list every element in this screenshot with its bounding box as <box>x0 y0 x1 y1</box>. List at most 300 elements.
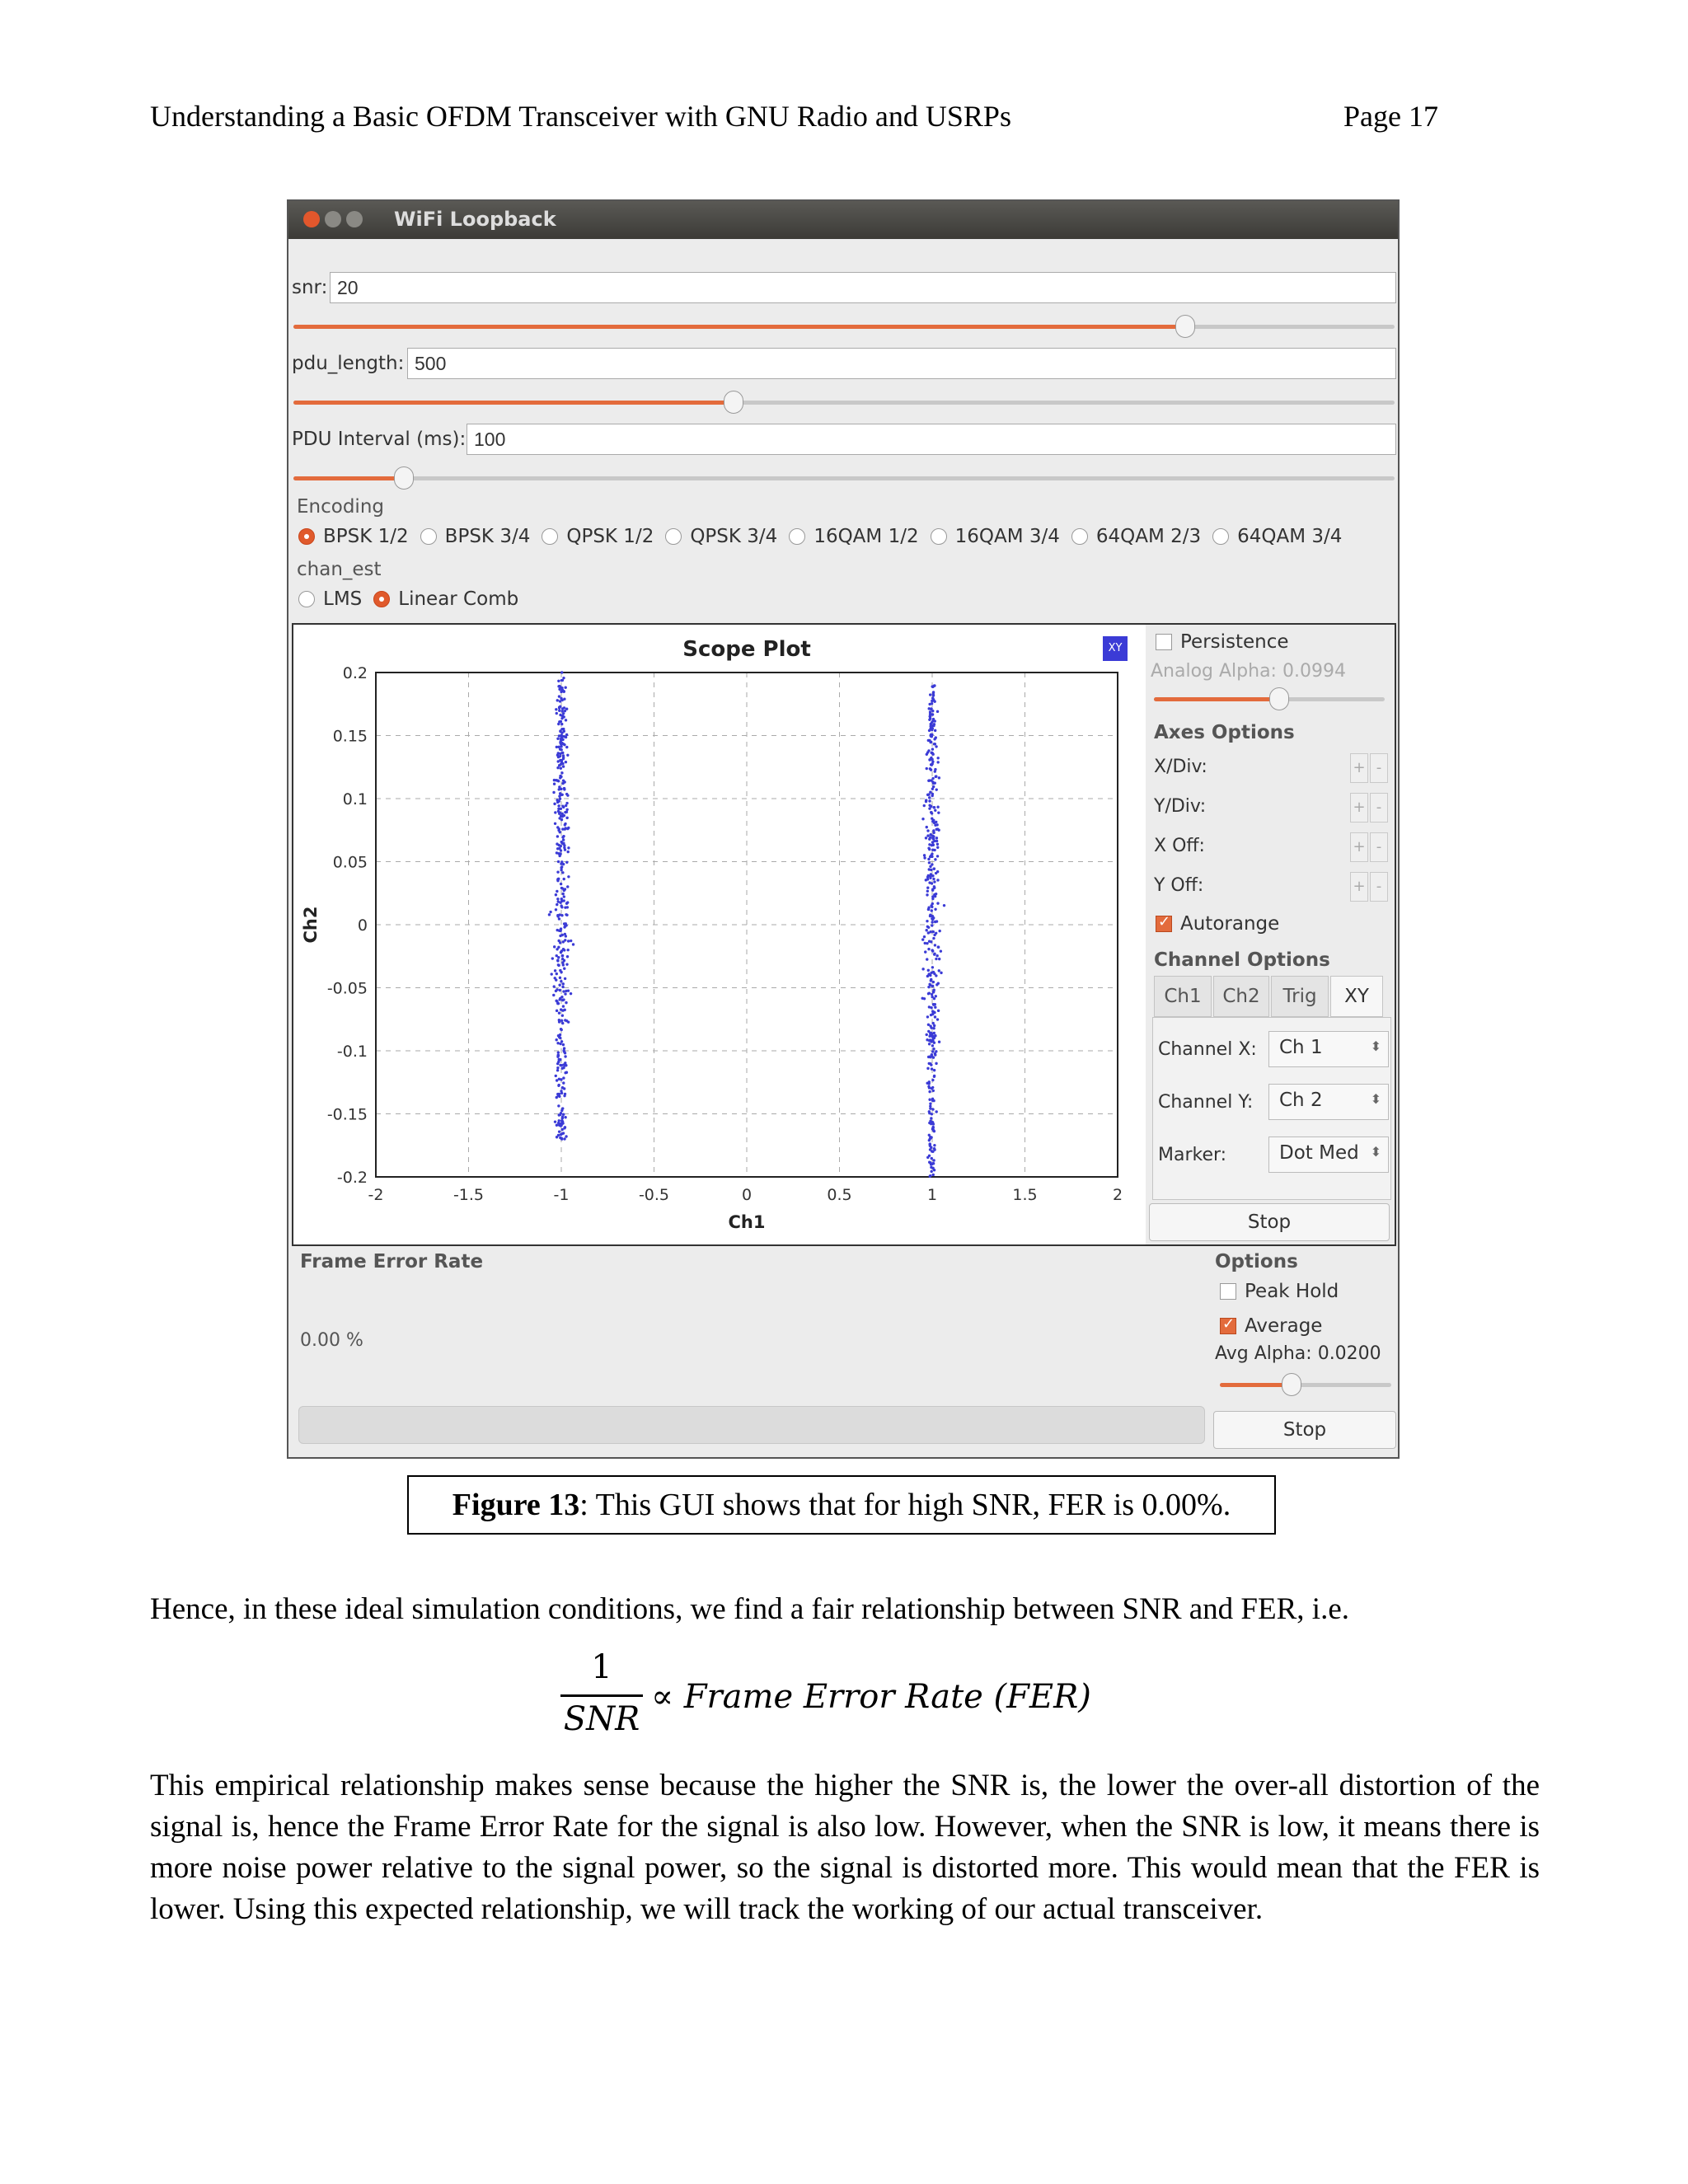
scatter-point <box>562 963 565 966</box>
scatter-point <box>936 855 939 857</box>
scatter-point <box>931 852 933 855</box>
scatter-point <box>559 700 561 702</box>
scatter-point <box>567 1020 570 1023</box>
scatter-point <box>943 904 945 907</box>
scatter-point <box>560 1124 562 1127</box>
scatter-point <box>560 860 563 863</box>
scatter-point <box>562 982 565 985</box>
radio-button[interactable] <box>1212 528 1229 545</box>
scatter-point <box>928 881 931 883</box>
scatter-point <box>561 1022 564 1024</box>
scatter-point <box>934 809 936 812</box>
scatter-point <box>561 954 564 957</box>
scatter-point <box>563 1047 565 1049</box>
scatter-point <box>566 901 569 903</box>
scatter-point <box>933 953 935 955</box>
snr-slider-knob[interactable] <box>1175 315 1195 338</box>
scatter-point <box>561 1015 564 1017</box>
spin-arrows-icon: ⬍ <box>1370 1091 1381 1107</box>
encoding-title: Encoding <box>297 496 384 518</box>
scatter-point <box>936 870 939 873</box>
fer-progress-bar <box>298 1406 1205 1444</box>
scatter-point <box>562 998 565 1001</box>
avg-alpha-knob[interactable] <box>1282 1373 1301 1396</box>
scatter-point <box>558 695 560 697</box>
radio-button[interactable] <box>373 591 390 607</box>
scatter-point <box>926 1033 928 1036</box>
encoding-option[interactable] <box>789 526 918 547</box>
scatter-point <box>926 876 929 879</box>
average-checkbox[interactable] <box>1220 1315 1322 1337</box>
scatter-point <box>560 767 562 770</box>
decrease-button[interactable]: - <box>1370 753 1388 783</box>
scatter-point <box>932 1126 935 1128</box>
pdu-interval-slider-knob[interactable] <box>394 466 414 490</box>
scatter-point <box>923 997 926 1000</box>
autorange-checkbox[interactable] <box>1156 913 1279 935</box>
scatter-point <box>560 697 562 700</box>
scatter-point <box>928 1090 931 1093</box>
scatter-point <box>928 1062 931 1065</box>
scatter-point <box>559 831 561 833</box>
scatter-point <box>565 817 568 819</box>
scatter-point <box>933 684 935 687</box>
scatter-point <box>928 758 931 761</box>
scatter-point <box>940 972 942 974</box>
scatter-point <box>559 705 561 708</box>
snr-input[interactable] <box>330 272 1396 303</box>
scatter-point <box>932 1027 935 1029</box>
persistence-box[interactable] <box>1156 634 1172 650</box>
tab-ch1[interactable]: Ch1 <box>1154 976 1212 1017</box>
scatter-point <box>557 780 560 782</box>
scatter-point <box>931 1150 933 1152</box>
scatter-point <box>931 721 933 724</box>
scatter-point <box>928 1161 931 1164</box>
marker-value: Dot Med <box>1279 1142 1359 1164</box>
encoding-option-label: QPSK 3/4 <box>690 526 778 547</box>
scatter-point <box>559 748 561 750</box>
scatter-point <box>929 1056 931 1058</box>
scatter-point <box>563 698 565 701</box>
scatter-point <box>929 836 931 838</box>
pdu-length-input[interactable] <box>407 348 1396 379</box>
chan-est-option[interactable] <box>373 588 518 610</box>
scatter-point <box>556 879 559 881</box>
channel-x-value: Ch 1 <box>1279 1037 1323 1058</box>
scatter-point <box>565 804 567 807</box>
radio-button[interactable] <box>298 528 315 545</box>
x-tick-label: 0.5 <box>827 1186 852 1204</box>
encoding-option[interactable] <box>420 526 531 547</box>
scatter-point <box>561 1086 564 1089</box>
scatter-point <box>562 990 565 992</box>
scatter-point <box>560 927 562 930</box>
scatter-point <box>556 914 559 916</box>
scatter-point <box>928 796 931 799</box>
encoding-radio-group <box>298 526 1353 547</box>
chan-est-option-label: LMS <box>323 588 363 610</box>
scatter-point <box>562 1113 565 1116</box>
persistence-label: Persistence <box>1180 631 1289 653</box>
scatter-point <box>931 700 933 702</box>
peak-hold-label: Peak Hold <box>1245 1281 1339 1302</box>
scatter-point <box>927 931 930 934</box>
analog-alpha-slider[interactable] <box>1154 697 1385 701</box>
avg-alpha-slider[interactable] <box>1220 1383 1391 1387</box>
scatter-point <box>560 1019 563 1022</box>
x-tick-label: -1.5 <box>452 1186 485 1204</box>
scatter-point <box>562 1043 565 1046</box>
encoding-option-label: BPSK 1/2 <box>323 526 409 547</box>
scatter-point <box>933 1144 935 1146</box>
channel-x-label: Channel X: <box>1158 1039 1257 1060</box>
scatter-point <box>926 826 928 828</box>
close-icon[interactable] <box>303 211 320 227</box>
scatter-point <box>933 743 935 745</box>
scatter-point <box>556 712 558 715</box>
scatter-point <box>931 972 933 974</box>
scatter-point <box>933 1041 935 1043</box>
radio-button[interactable] <box>542 528 558 545</box>
scatter-point <box>932 1162 935 1165</box>
formula-fraction <box>560 1648 643 1738</box>
marker-select[interactable] <box>1268 1137 1389 1173</box>
scatter-point <box>555 893 557 896</box>
scatter-point <box>927 969 930 972</box>
scatter-point <box>570 940 572 942</box>
scatter-point <box>560 735 563 738</box>
scatter-point <box>932 1056 935 1058</box>
scatter-point <box>931 758 933 761</box>
scatter-point <box>563 730 565 733</box>
tab-trig[interactable]: Trig <box>1271 976 1329 1017</box>
scatter-point <box>559 941 561 944</box>
figure-caption-text: : This GUI shows that for high SNR, FER is 0.00%. <box>579 1488 1231 1522</box>
scatter-point <box>931 1050 934 1052</box>
scatter-point <box>936 846 939 849</box>
scatter-point <box>923 856 926 859</box>
encoding-option[interactable] <box>931 526 1060 547</box>
scatter-point <box>929 1103 931 1105</box>
scatter-point <box>552 994 555 996</box>
scatter-point <box>932 724 935 727</box>
scatter-point <box>931 834 934 837</box>
scatter-point <box>558 734 560 737</box>
x-tick-label: -0.5 <box>638 1186 670 1204</box>
channel-options-title: Channel Options <box>1154 949 1330 971</box>
radio-button[interactable] <box>298 591 315 607</box>
scatter-point <box>931 1167 934 1169</box>
scatter-point <box>564 687 566 689</box>
scatter-point <box>929 693 931 696</box>
radio-button[interactable] <box>789 528 805 545</box>
scatter-point <box>930 1136 932 1138</box>
scatter-point <box>935 788 938 790</box>
encoding-option[interactable] <box>1071 526 1201 547</box>
body-paragraph: This empirical relationship makes sense because the higher the SNR is, the lower the over-all distortion of the signal is, hence the Frame Error Rate for the signal is also low. However, when the SNR is low, it means there is more noise power relative to the signal power, so the signal is distorted more. This would mean that the FER is lower. Using this expected relationship, we will track the working of our actual transceiver. <box>150 1769 1540 1926</box>
scatter-point <box>921 968 924 970</box>
scatter-point <box>931 1079 934 1081</box>
pdu-interval-input[interactable] <box>467 424 1396 455</box>
scatter-point <box>558 688 560 691</box>
scatter-point <box>557 1134 560 1137</box>
y-tick-label: -0.1 <box>336 1043 368 1061</box>
scatter-point <box>926 753 928 756</box>
scatter-point <box>930 779 932 781</box>
scatter-point <box>931 1098 934 1100</box>
scatter-point <box>928 868 931 870</box>
scatter-point <box>558 855 560 857</box>
scatter-point <box>933 867 935 869</box>
increase-button[interactable]: + <box>1350 832 1368 862</box>
scatter-point <box>931 1035 934 1038</box>
minimize-icon[interactable] <box>325 211 341 227</box>
encoding-option[interactable] <box>542 526 654 547</box>
scatter-point <box>548 913 551 916</box>
scatter-point <box>928 940 931 943</box>
autorange-label: Autorange <box>1180 913 1280 935</box>
scatter-point <box>561 1107 564 1109</box>
scope-stop-button[interactable]: Stop <box>1149 1203 1390 1241</box>
decrease-button[interactable]: - <box>1370 872 1388 902</box>
increase-button[interactable]: + <box>1350 753 1368 783</box>
xy-tab-content <box>1152 1017 1391 1200</box>
scatter-point <box>929 734 931 737</box>
analog-alpha-knob[interactable] <box>1269 687 1289 710</box>
encoding-option[interactable] <box>1212 526 1342 547</box>
scatter-point <box>930 768 932 771</box>
intro-paragraph: Hence, in these ideal simulation conditions, we find a fair relationship between SNR and FER, i.e. <box>150 1592 1349 1626</box>
scatter-point <box>938 776 940 779</box>
scatter-point <box>927 846 930 849</box>
scatter-point <box>935 1062 937 1065</box>
increase-button[interactable]: + <box>1350 872 1368 902</box>
scatter-point <box>564 888 566 890</box>
scatter-point <box>563 788 565 790</box>
scatter-point <box>563 780 565 783</box>
scope-panel <box>292 623 1396 1246</box>
scatter-point <box>555 1075 557 1077</box>
encoding-option-label: BPSK 3/4 <box>444 526 531 547</box>
scatter-point <box>935 1110 938 1113</box>
scatter-point <box>931 843 934 846</box>
scatter-point <box>561 827 564 830</box>
scatter-point <box>556 903 558 906</box>
encoding-option[interactable] <box>298 526 409 547</box>
scatter-point <box>565 1001 567 1004</box>
scatter-point <box>935 974 937 977</box>
scatter-point <box>931 966 934 968</box>
channel-x-select[interactable] <box>1268 1031 1389 1067</box>
channel-tabs <box>1154 976 1390 1017</box>
pdu-length-slider-fill <box>293 401 734 405</box>
scatter-point <box>572 943 574 945</box>
title-bar <box>288 201 1398 239</box>
scatter-point <box>928 1139 931 1141</box>
fer-value: 0.00 % <box>300 1330 363 1351</box>
scatter-point <box>554 1120 556 1122</box>
scatter-point <box>566 794 569 796</box>
average-box[interactable] <box>1220 1318 1236 1334</box>
scatter-point <box>929 724 931 727</box>
scatter-point <box>564 992 566 995</box>
scatter-point <box>560 720 562 723</box>
decrease-button[interactable]: - <box>1370 832 1388 862</box>
snr-slider-fill <box>293 325 1185 329</box>
scatter-point <box>928 991 931 994</box>
scatter-point <box>558 1119 560 1122</box>
channel-y-select[interactable] <box>1268 1084 1389 1120</box>
scatter-point <box>931 837 934 840</box>
scatter-point <box>560 717 563 719</box>
scatter-point <box>936 843 939 846</box>
radio-button[interactable] <box>931 528 947 545</box>
scatter-point <box>558 1019 560 1021</box>
scatter-point <box>926 794 929 796</box>
scatter-point <box>556 699 559 701</box>
scatter-point <box>556 738 559 740</box>
analog-alpha-fill <box>1154 697 1278 701</box>
scatter-point <box>562 690 565 692</box>
scatter-point <box>931 713 934 715</box>
scatter-point <box>559 935 561 937</box>
scatter-point <box>931 1157 933 1160</box>
xy-badge[interactable]: XY <box>1103 636 1128 661</box>
scatter-point <box>558 1012 560 1015</box>
scatter-point <box>934 1006 936 1009</box>
encoding-option-label: QPSK 1/2 <box>566 526 654 547</box>
scatter-point <box>562 756 565 758</box>
encoding-option[interactable] <box>665 526 777 547</box>
scatter-point <box>560 1029 563 1031</box>
scatter-point <box>557 1085 560 1087</box>
scatter-point <box>930 707 932 710</box>
avg-alpha-fill <box>1220 1383 1292 1387</box>
scatter-point <box>932 930 935 933</box>
scatter-point <box>557 680 560 682</box>
tab-ch2[interactable]: Ch2 <box>1213 976 1269 1017</box>
scatter-point <box>934 858 936 860</box>
scatter-point <box>549 911 551 913</box>
x-tick-label: -2 <box>368 1186 384 1204</box>
scatter-point <box>929 1145 931 1147</box>
scatter-point <box>563 743 565 746</box>
fer-stop-button[interactable]: Stop <box>1213 1411 1396 1449</box>
scatter-point <box>926 958 928 960</box>
axes-row-label: Y Off: <box>1154 875 1204 896</box>
radio-button[interactable] <box>1071 528 1088 545</box>
scatter-point <box>935 823 938 826</box>
scatter-point <box>560 914 563 916</box>
scatter-point <box>937 946 940 949</box>
pdu-length-slider[interactable] <box>293 401 1395 405</box>
scatter-point <box>556 1010 558 1012</box>
scatter-point <box>560 1064 563 1066</box>
scatter-point <box>557 963 560 966</box>
scatter-point <box>928 861 931 864</box>
scatter-point <box>931 921 933 923</box>
scatter-point <box>926 767 928 770</box>
scatter-point <box>924 950 926 953</box>
snr-slider[interactable] <box>293 325 1395 329</box>
scatter-point <box>559 1043 561 1045</box>
scatter-point <box>926 893 928 896</box>
scatter-point <box>560 865 563 868</box>
encoding-option-label: 16QAM 1/2 <box>814 526 919 547</box>
scatter-point <box>564 1052 566 1054</box>
scatter-point <box>564 1116 566 1118</box>
scatter-point <box>559 969 561 972</box>
tab-xy[interactable]: XY <box>1330 976 1383 1017</box>
decrease-button[interactable]: - <box>1370 793 1388 823</box>
radio-button[interactable] <box>420 528 437 545</box>
peak-hold-checkbox[interactable] <box>1220 1281 1339 1302</box>
axes-options-title: Axes Options <box>1154 722 1295 743</box>
pdu-interval-slider[interactable] <box>293 476 1395 480</box>
peak-hold-box[interactable] <box>1220 1283 1236 1300</box>
fer-title: Frame Error Rate <box>300 1251 484 1272</box>
scatter-point <box>560 906 563 908</box>
scatter-point <box>931 918 934 921</box>
scatter-point <box>932 1003 935 1005</box>
scatter-point <box>933 849 935 851</box>
scatter-point <box>558 764 560 766</box>
wifi-loopback-window <box>287 199 1400 1459</box>
scatter-point <box>931 812 933 814</box>
radio-button[interactable] <box>665 528 682 545</box>
maximize-icon[interactable] <box>346 211 363 227</box>
scatter-point <box>931 924 933 926</box>
scatter-point <box>558 984 560 987</box>
scatter-point <box>557 723 560 725</box>
scatter-point <box>557 760 560 762</box>
scatter-point <box>570 992 572 995</box>
scatter-point <box>561 1009 564 1011</box>
scatter-point <box>567 875 570 878</box>
y-tick-label: -0.2 <box>336 1169 368 1187</box>
scatter-point <box>560 951 562 954</box>
scatter-point <box>556 959 559 962</box>
scatter-point <box>557 685 560 687</box>
scatter-point <box>559 1058 561 1061</box>
persistence-checkbox[interactable] <box>1156 631 1289 653</box>
scatter-point <box>928 1043 931 1045</box>
scatter-point <box>933 1069 935 1071</box>
x-tick-label: 1 <box>926 1186 938 1204</box>
scatter-point <box>559 989 561 991</box>
scatter-point <box>930 978 932 981</box>
scatter-point <box>937 811 940 813</box>
pdu-length-slider-knob[interactable] <box>724 391 743 414</box>
autorange-box[interactable] <box>1156 916 1172 932</box>
scatter-point <box>938 930 940 932</box>
scatter-point <box>935 837 938 839</box>
increase-button[interactable]: + <box>1350 793 1368 823</box>
scatter-point <box>934 1034 936 1037</box>
scatter-point <box>556 890 558 893</box>
spin-arrows-icon: ⬍ <box>1370 1144 1381 1160</box>
scatter-point <box>564 1055 566 1057</box>
scatter-point <box>931 949 934 952</box>
chan-est-option[interactable] <box>298 588 362 610</box>
encoding-option-label: 16QAM 3/4 <box>954 526 1060 547</box>
scatter-point <box>927 926 930 929</box>
scatter-point <box>936 806 939 808</box>
scatter-point <box>929 1175 931 1178</box>
scatter-point <box>559 811 561 813</box>
scatter-point <box>936 879 939 881</box>
